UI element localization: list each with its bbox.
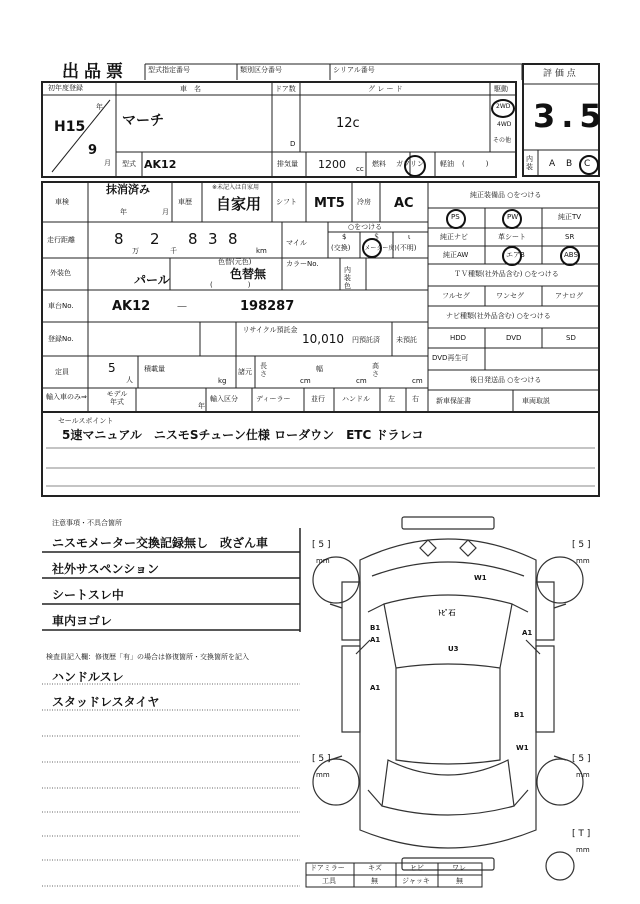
doors-label: ドア数: [275, 85, 296, 93]
navi-dvd: DVD: [506, 334, 522, 342]
shaken-month: 月: [162, 208, 169, 216]
score: 3.5: [533, 97, 608, 135]
height-label: 高さ: [372, 362, 379, 378]
handle-left: 左: [388, 395, 395, 403]
navi-sd: SD: [566, 334, 576, 342]
notes-line-2: 社外サスペンション: [52, 562, 159, 576]
mile-meter: (メーター戻): [362, 245, 397, 252]
width-label: 幅: [316, 365, 323, 373]
tire-rr-value: 5: [578, 754, 585, 764]
model-year-label: モデル年式: [106, 390, 128, 406]
equip-sr: SR: [565, 233, 575, 241]
equip-abs-circle: [560, 246, 580, 266]
footer-ware: ワレ: [452, 864, 466, 872]
fuel-label: 燃料: [372, 160, 386, 168]
mark-a1-left-rear: A1: [370, 684, 381, 692]
drive-2wd: 2WD: [496, 103, 511, 110]
sen-unit: 千: [170, 247, 177, 255]
drive-other: その他: [493, 137, 512, 144]
mile-replace: (交換): [331, 244, 351, 252]
shaken-year: 年: [120, 208, 127, 216]
footer-jack-value: 無: [456, 877, 463, 885]
equipment-title: 純正装備品 ○をつける: [470, 191, 542, 199]
selling-points-text: 5速マニュアル ニスモSチューン仕様 ローダウン ETC ドラレコ: [62, 428, 424, 442]
chassis-label: 車台No.: [48, 302, 74, 310]
mile-replace-sym: $: [342, 233, 347, 241]
dims-label: 諸元: [238, 368, 252, 376]
navi-type-title: ナビ種類(社外品含む) ○をつける: [446, 312, 551, 320]
exterior-color: パール: [134, 273, 170, 287]
tire-fl-unit: mm: [316, 557, 330, 565]
reg-no-label: 登録No.: [48, 335, 74, 343]
drive-label: 駆動: [494, 85, 508, 93]
footer-tool-value: 無: [371, 877, 378, 885]
fuel-diesel: 軽油: [440, 160, 454, 168]
inspector-line-1: ハンドルスレ: [52, 670, 124, 684]
chassis-number: 198287: [240, 299, 295, 314]
ac-label: 冷房: [357, 198, 371, 206]
mileage-digit-1: 8: [114, 230, 124, 248]
recycle-unit: 円預託済: [352, 336, 380, 344]
inspector-line-2: スタッドレスタイヤ: [52, 695, 160, 709]
tire-rr-depth: [ 5 ]: [572, 754, 591, 764]
fuel-paren: ( ): [462, 160, 489, 168]
doors-unit: D: [290, 140, 296, 148]
length-unit: cm: [300, 377, 311, 385]
equip-leather: 革シート: [498, 233, 526, 241]
shift-label: シフト: [276, 198, 297, 206]
tire-rl-unit: mm: [316, 771, 330, 779]
inspector-label: 検査員記入欄：修復歴「有」の場合は修復箇所・交換箇所を記入: [46, 653, 249, 661]
equip-tv: 純正TV: [558, 213, 582, 221]
width-unit: cm: [356, 377, 367, 385]
selling-points-label: セールスポイント: [58, 417, 114, 425]
tv-fullseg: フルセグ: [442, 292, 470, 300]
history-label: 車歴: [178, 198, 192, 206]
mileage-digit-3: 8: [188, 230, 198, 248]
load-label: 積載量: [144, 365, 165, 373]
car-name-label: 車 名: [180, 85, 201, 93]
dvd-play: DVD再生可: [432, 354, 469, 362]
tire-fr-unit: mm: [576, 557, 590, 565]
capacity-unit: 人: [126, 376, 133, 384]
mile-meter-sym: ＄: [373, 233, 380, 241]
history-note: ※未記入は自家用: [212, 184, 260, 191]
mark-b1-left: B1: [370, 624, 381, 632]
mark-chip: ﾄﾋﾞ石: [438, 609, 456, 617]
footer-kizu: キズ: [368, 864, 382, 872]
mileage-digit-2: 2: [150, 230, 160, 248]
serial-label: シリアル番号: [333, 66, 375, 74]
page-title: 出品票: [62, 62, 128, 82]
footer-hibi: ヒビ: [410, 864, 424, 872]
model: AK12: [144, 158, 177, 171]
chassis-prefix: AK12: [112, 299, 151, 314]
model-label: 型式: [122, 160, 136, 168]
navi-hdd: HDD: [450, 334, 467, 342]
car-name: マーチ: [122, 113, 164, 129]
later-title: 後日発送品 ○をつける: [470, 376, 542, 384]
mark-w1-top: W1: [474, 574, 487, 582]
ac-value: AC: [394, 196, 414, 211]
notes-line-3: シートスレ中: [52, 588, 124, 602]
mileage-digit-4: 3: [208, 230, 218, 248]
interior-label: 内装: [526, 155, 533, 171]
tire-rl-depth: [ 5 ]: [312, 754, 331, 764]
color-no-label: カラーNo.: [286, 260, 319, 268]
tire-rr-unit: mm: [576, 771, 590, 779]
equip-ps-circle: [446, 209, 466, 229]
man-unit: 万: [132, 247, 139, 255]
first-reg-year: H15: [54, 119, 86, 135]
recycle-label: リサイクル預託金: [242, 326, 298, 334]
displacement-label: 排気量: [277, 160, 298, 168]
history-value: 自家用: [216, 195, 262, 213]
rating-label: 評 価 点: [543, 69, 576, 79]
equip-abs: ABS: [564, 251, 578, 259]
tv-analog: アナログ: [555, 292, 583, 300]
fuel-gasoline: ガソリン: [396, 160, 424, 168]
recycle-value: 10,010: [302, 332, 344, 346]
later-warranty: 新車保証書: [436, 397, 471, 405]
tire-fr-value: 5: [578, 540, 585, 550]
spare-tire-value: T: [578, 829, 584, 839]
equip-airbag: エアB: [506, 251, 525, 259]
fuel-gasoline-circle: [404, 155, 426, 177]
shaken-label: 車検: [55, 198, 69, 206]
mile-circle-note: ○をつける: [348, 223, 383, 231]
color-paren: ( ): [210, 281, 251, 289]
mark-u3: U3: [448, 645, 459, 653]
mark-w1-bottom: W1: [516, 744, 529, 752]
interior-c-circle: [579, 155, 599, 175]
color-change-value: 色替無: [230, 267, 267, 281]
mile-meter-circle: [362, 238, 382, 258]
mark-b1-right: B1: [514, 711, 525, 719]
import-parallel: 並行: [311, 395, 325, 403]
import-label: 輸入車のみ⇒: [46, 393, 87, 401]
tire-fl-depth: [ 5 ]: [312, 540, 331, 550]
interior-c: C: [584, 159, 591, 169]
shaken-value: 抹消済み: [106, 183, 150, 196]
recycle-not: 未預託: [396, 336, 417, 344]
mileage-label: 走行距離: [47, 236, 75, 244]
equip-pw: PW: [507, 213, 519, 221]
model-year-unit: 年: [198, 402, 205, 410]
tv-oneseg: ワンセグ: [496, 292, 524, 300]
handle-label: ハンドル: [342, 395, 370, 403]
import-class-label: 輸入区分: [210, 395, 238, 403]
notes-label: 注意事項・不具合箇所: [52, 519, 122, 527]
notes-line-1: ニスモメーター交換記録無し 改ざん車: [52, 536, 269, 550]
exterior-color-label: 外装色: [50, 269, 71, 277]
later-manual: 車両取説: [522, 397, 550, 405]
first-reg-label: 初年度登録: [48, 84, 83, 92]
type-cert-label: 型式指定番号: [148, 66, 190, 74]
month-unit: 月: [104, 159, 111, 167]
mileage-digit-5: 8: [228, 230, 238, 248]
load-unit: kg: [218, 377, 227, 385]
tv-type-title: ＴＶ種類(社外品含む) ○をつける: [454, 270, 559, 278]
equip-airbag-circle: [502, 246, 522, 266]
mark-a1-left: A1: [370, 636, 381, 644]
footer-jack: ジャッキ: [402, 877, 430, 885]
class-label: 類別区分番号: [240, 66, 282, 74]
equip-navi: 純正ナビ: [440, 233, 468, 241]
shift-value: MT5: [314, 196, 345, 211]
spare-tire-unit: mm: [576, 846, 590, 854]
handle-right: 右: [412, 395, 419, 403]
grade: 12c: [336, 116, 360, 131]
tire-fr-depth: [ 5 ]: [572, 540, 591, 550]
length-label: 長さ: [260, 362, 267, 378]
interior-a: A: [549, 159, 556, 169]
first-reg-month: 9: [88, 143, 98, 158]
chassis-dash: －: [176, 300, 189, 314]
year-unit: 年: [96, 103, 103, 111]
capacity-value: 5: [108, 361, 116, 375]
grade-label: グ レ ー ド: [368, 85, 403, 93]
cc-unit: cc: [356, 165, 364, 173]
footer-mirror: ドアミラー: [310, 864, 345, 872]
mile-unknown: (不明): [397, 244, 417, 252]
height-unit: cm: [412, 377, 423, 385]
equip-ps: PS: [451, 213, 460, 221]
interior-b: B: [566, 159, 573, 169]
mark-a1-right: A1: [522, 629, 533, 637]
color-change-label: 色替(元色): [218, 258, 252, 266]
tire-fl-value: 5: [318, 540, 325, 550]
drive-2wd-circle: [491, 99, 515, 118]
equip-aw: 純正AW: [443, 251, 469, 259]
tire-rl-value: 5: [318, 754, 325, 764]
import-dealer: ディーラー: [256, 395, 291, 403]
spare-tire: [ T ]: [572, 829, 591, 839]
km-unit: km: [256, 247, 267, 255]
mile-label: マイル: [286, 239, 307, 247]
mile-unknown-sym: ι: [408, 233, 411, 241]
equip-pw-circle: [502, 209, 522, 229]
capacity-label: 定員: [55, 368, 69, 376]
drive-4wd: 4WD: [497, 121, 512, 128]
interior-color-label: 内装色: [344, 266, 351, 290]
displacement: 1200: [318, 158, 346, 171]
footer-tool: 工具: [322, 877, 336, 885]
notes-line-4: 車内ヨゴレ: [52, 614, 113, 628]
